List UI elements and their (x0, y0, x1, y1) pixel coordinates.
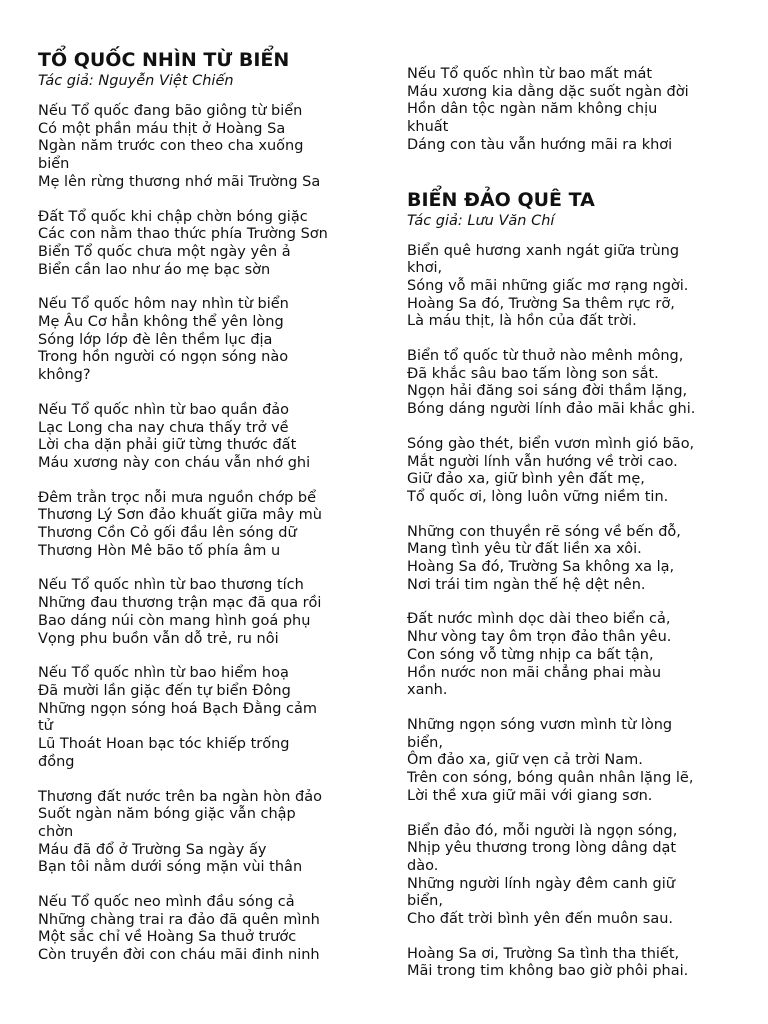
stanza (38, 296, 368, 385)
poem-line: Mắt người lính vẫn hướng về trời cao. (407, 453, 678, 470)
poem-line: Biển tổ quốc từ thuở nào mênh mông, (407, 348, 684, 365)
poem-line: Bạn tôi nằm dưới sóng mặn vùi thân (38, 859, 303, 876)
poem-line: Trên con sóng, bóng quân nhân lặng lẽ, (407, 770, 694, 787)
poem-line: Mang tình yêu từ đất liền xa xôi. (407, 541, 642, 558)
poem-line: Những ngọn sóng vươn mình từ lòng (407, 716, 673, 733)
poem-line: Giữ đảo xa, giữ bình yên đất mẹ, (407, 471, 645, 488)
left-column (38, 0, 368, 965)
poem-line: Sóng gào thét, biển vươn mình gió bão, (407, 435, 695, 452)
poem-line: Thương Cồn Cỏ gối đầu lên sóng dữ (38, 525, 297, 542)
poem-line: Cho đất trời bình yên đến muôn sau. (407, 911, 674, 928)
poem-line: biển, (407, 893, 443, 910)
poem-line: Lời thề xưa giữ mãi với giang sơn. (407, 787, 653, 804)
poem-line: Máu đã đổ ở Trường Sa ngày ấy (38, 841, 267, 858)
stanza (407, 823, 747, 929)
poem-line: Nhịp yêu thương trong lòng dâng dạt (407, 840, 677, 857)
poem-line: Đất nước mình dọc dài theo biển cả, (407, 611, 671, 628)
poem-line: Vọng phu buồn vẫn dỗ trẻ, ru nôi (38, 630, 279, 647)
poem-line: Mãi trong tim không bao giờ phôi phai. (407, 963, 689, 980)
stanza (407, 243, 747, 332)
poem-line: Nếu Tổ quốc nhìn từ bao thương tích (38, 577, 304, 594)
stanza (38, 490, 368, 561)
poem-line: khơi, (407, 260, 443, 277)
poem-line: Nếu Tổ quốc nhìn từ bao hiểm hoạ (38, 665, 289, 682)
poem-line: Nếu Tổ quốc hôm nay nhìn từ biển (38, 296, 289, 313)
poem-line: Nếu Tổ quốc đang bão giông từ biển (38, 103, 303, 119)
poem-line: khuất (407, 119, 449, 136)
poem-line: tử (38, 718, 53, 735)
poem-line: Một sắc chỉ về Hoàng Sa thuở trước (38, 929, 297, 946)
poem-line: Biển đảo đó, mỗi người là ngọn sóng, (407, 822, 678, 839)
poem-line: Ngàn năm trước con theo cha xuống (38, 138, 304, 155)
stanza (407, 348, 747, 419)
poem-line: Thương đất nước trên ba ngàn hòn đảo (38, 788, 322, 805)
poem-line: Máu xương này con cháu vẫn nhớ ghi (38, 454, 311, 471)
poem-line: Là máu thịt, là hồn của đất trời. (407, 313, 637, 330)
poem-line: Hoàng Sa ơi, Trường Sa tình tha thiết, (407, 945, 680, 962)
poem-line: Những chàng trai ra đảo đã quên mình (38, 911, 320, 928)
stanza (407, 717, 747, 806)
poem-line: Biển quê hương xanh ngát giữa trùng (407, 242, 680, 259)
poem-line: Máu xương kia dằng dặc suốt ngàn đời (407, 83, 689, 100)
poem-line: Biển cần lao như áo mẹ bạc sờn (38, 261, 271, 278)
poem-line: Như vòng tay ôm trọn đảo thân yêu. (407, 629, 672, 646)
stanza (38, 665, 368, 771)
poem-line: biển (38, 156, 70, 173)
stanza (407, 524, 747, 595)
poem-title: TỔ QUỐC NHÌN TỪ BIỂN (38, 49, 290, 71)
poem-author: Tác giả: Lưu Văn Chí (407, 212, 555, 229)
poem-line: Đã mười lần giặc đến tự biển Đông (38, 682, 291, 699)
stanza (38, 103, 368, 192)
poem-line: biển, (407, 734, 443, 751)
poem-line: Bao dáng núi còn mang hình goá phụ (38, 612, 311, 629)
poem-line: dào. (407, 857, 439, 874)
poem-line: Biển Tổ quốc chưa một ngày yên ả (38, 243, 291, 260)
poem-title: BIỂN ĐẢO QUÊ TA (407, 188, 595, 211)
poem-line: Hoàng Sa đó, Trường Sa không xa lạ, (407, 559, 675, 576)
poem-line: Nếu Tổ quốc nhìn từ bao mất mát (407, 66, 653, 82)
poem-line: Trong hồn người có ngọn sóng nào (38, 349, 289, 366)
poem-line: Ngọn hải đăng soi sáng đời thầm lặng, (407, 383, 688, 400)
poem-line: Những con thuyền rẽ sóng về bến đỗ, (407, 523, 681, 540)
poem-line: Lạc Long cha nay chưa thấy trở về (38, 419, 289, 436)
poem-line: Nếu Tổ quốc neo mình đầu sóng cả (38, 894, 295, 911)
poem-line: Suốt ngàn năm bóng giặc vẫn chập (38, 806, 296, 823)
poem-line: Thương Hòn Mê bão tố phía âm u (38, 542, 281, 559)
stanza (38, 577, 368, 648)
poem-line: Còn truyền đời con cháu mãi đinh ninh (38, 947, 320, 964)
poem-body (38, 103, 368, 965)
poem-line: Sóng lớp lớp đè lên thềm lục địa (38, 331, 273, 348)
poem-line: Đất Tổ quốc khi chập chờn bóng giặc (38, 208, 308, 225)
poem-line: Lời cha dặn phải giữ từng thước đất (38, 437, 297, 454)
poem-line: Mẹ Âu Cơ hẳn không thể yên lòng (38, 314, 284, 331)
poem-continuation (407, 66, 747, 155)
poem-line: đồng (38, 753, 75, 770)
poem-line: Có một phần máu thịt ở Hoàng Sa (38, 120, 286, 137)
poem-line: Tổ quốc ơi, lòng luôn vững niềm tin. (407, 488, 669, 505)
poem-line: Ôm đảo xa, giữ vẹn cả trời Nam. (407, 752, 643, 769)
poem-line: Nơi trái tim ngàn thế hệ dệt nên. (407, 576, 646, 593)
poem-line: không? (38, 367, 91, 384)
poem-line: Mẹ lên rừng thương nhớ mãi Trường Sa (38, 173, 321, 190)
poem-line: Hoàng Sa đó, Trường Sa thêm rực rỡ, (407, 295, 675, 312)
right-column (407, 0, 747, 981)
stanza (38, 209, 368, 280)
poem-line: Con sóng vỗ từng nhịp ca bất tận, (407, 646, 654, 663)
stanza (407, 436, 747, 507)
stanza (38, 402, 368, 473)
poem-line: Đêm trằn trọc nỗi mưa nguồn chớp bể (38, 489, 317, 506)
stanza (407, 611, 747, 700)
poem-line: chờn (38, 823, 74, 840)
poem-line: Những ngọn sóng hoá Bạch Đằng cảm (38, 700, 317, 717)
poem-line: Bóng dáng người lính đảo mãi khắc ghi. (407, 401, 696, 418)
poem-body (407, 243, 747, 982)
stanza (38, 789, 368, 878)
poem-line: Các con nằm thao thức phía Trường Sơn (38, 226, 328, 243)
poem-line: Thương Lý Sơn đảo khuất giữa mây mù (38, 507, 322, 524)
poem-line: Hồn nước non mãi chẳng phai màu (407, 664, 662, 681)
stanza (407, 946, 747, 981)
poem-line: Lũ Thoát Hoan bạc tóc khiếp trống (38, 736, 290, 753)
poem-line: Dáng con tàu vẫn hướng mãi ra khơi (407, 136, 673, 153)
poem-line: xanh. (407, 682, 448, 699)
poem-author: Tác giả: Nguyễn Việt Chiến (38, 73, 234, 89)
poem-line: Những người lính ngày đêm canh giữ (407, 875, 675, 892)
poem-line: Nếu Tổ quốc nhìn từ bao quần đảo (38, 401, 290, 418)
stanza (38, 894, 368, 965)
poem-line: Hồn dân tộc ngàn năm không chịu (407, 101, 658, 118)
poem-line: Đã khắc sâu bao tấm lòng son sắt. (407, 365, 659, 382)
poem-line: Những đau thương trận mạc đã qua rồi (38, 595, 322, 612)
poem-line: Sóng vỗ mãi những giấc mơ rạng ngời. (407, 277, 689, 294)
